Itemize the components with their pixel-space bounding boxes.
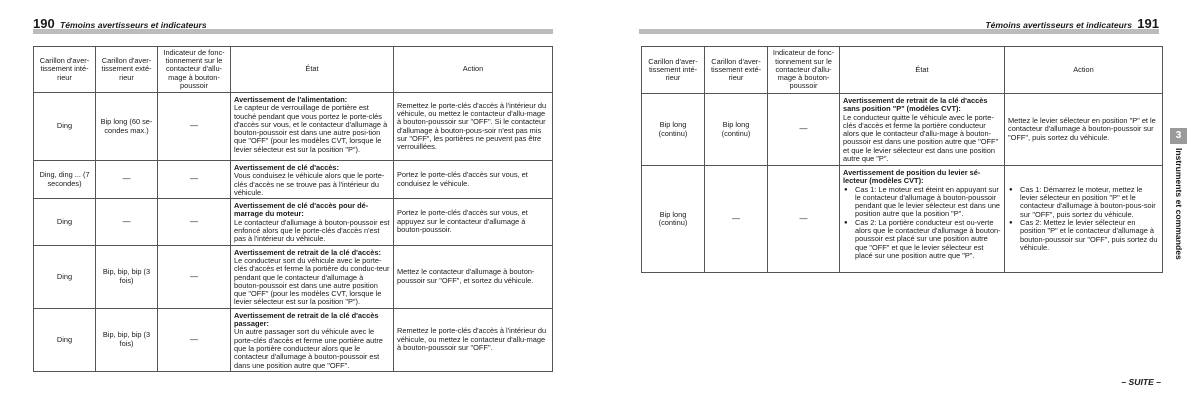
- exterior-chime-cell: —: [96, 199, 158, 245]
- action-cell: Mettez le levier sélecteur en position "P" et le contacteur d'allumage à bouton-poussoir sur "OFF", puis sortez du véhicule.: [1005, 94, 1163, 166]
- interior-chime-cell: Ding: [34, 199, 96, 245]
- col-header-interior-chime: Carillon d'aver-tissement inté-rieur: [642, 47, 705, 94]
- state-title: Avertissement de clé d'accès:: [234, 163, 340, 172]
- action-cell: Portez le porte-clés d'accès sur vous, et appuyez sur le contacteur d'allumage à bouton-poussoir.: [394, 199, 553, 245]
- col-header-exterior-chime: Carillon d'aver-tissement exté-rieur: [96, 47, 158, 93]
- col-header-state: État: [231, 47, 394, 93]
- list-item: ● Cas 2: Mettez le levier sélecteur en position "P" et le contacteur d'allumage à bouton-poussoir sur "OFF", puis sortez du véhicule.: [1008, 219, 1159, 252]
- exterior-chime-cell: —: [96, 161, 158, 199]
- right-page-header: [639, 6, 1159, 32]
- page-number: 191: [1137, 16, 1159, 31]
- table-row: [34, 93, 553, 161]
- state-text: Vous conduisez le véhicule alors que le porte-clés d'accès ne se trouve pas à l'intérieur du véhicule.: [234, 171, 385, 197]
- table-row: [34, 199, 553, 245]
- state-cell: [231, 199, 394, 245]
- state-title: Avertissement de retrait de la clé d'accès sans position "P" (modèles CVT):: [843, 96, 988, 114]
- left-page-header: [33, 6, 553, 32]
- chapter-tab: 3: [1170, 128, 1187, 144]
- state-text: Le capteur de verrouillage de portière est touché pendant que vous portez le porte-clés d'accès sur vous, et le contacteur d'allumage à bouton-poussoir est dans une autre posi-tion que "OFF" (pour les modèles CVT, lorsque le levier sélecteur est sur la position "P").: [234, 103, 388, 154]
- interior-chime-cell: Ding: [34, 308, 96, 371]
- interior-chime-cell: Ding, ding ... (7 secondes): [34, 161, 96, 199]
- state-title: Avertissement de position du levier sé-lecteur (modèles CVT):: [843, 168, 981, 186]
- state-cell: [840, 94, 1005, 166]
- col-header-state: État: [840, 47, 1005, 94]
- action-cell: Portez le porte-clés d'accès sur vous, et conduisez le véhicule.: [394, 161, 553, 199]
- list-item: ● Cas 1: Le moteur est éteint en appuyant sur le contacteur d'allumage à bouton-poussoir pendant que le levier sélecteur est dans une position autre que la position "P".: [843, 186, 1001, 219]
- list-item: ● Cas 1: Démarrez le moteur, mettez le levier sélecteur en position "P" et le contacteur d'allumage à bouton-pous-soir sur "OFF", puis sortez du véhicule.: [1008, 186, 1159, 219]
- state-text: Un autre passager sort du véhicule avec le porte-clés d'accès et ferme une portière autre que la portière conducteur alors que le contacteur d'allumage à bouton-poussoir est dans une position autre que "OFF".: [234, 327, 383, 370]
- warning-chime-table-right: [641, 46, 1163, 273]
- col-header-action: Action: [394, 47, 553, 93]
- state-cell: [840, 166, 1005, 273]
- interior-chime-cell: Ding: [34, 245, 96, 308]
- col-header-action: Action: [1005, 47, 1163, 94]
- chapter-side-title: [1171, 148, 1187, 258]
- state-text: Le conducteur sort du véhicule avec le porte-clés d'accès et ferme la portière du conduc-teur pendant que le contacteur d'allumage à bouton-poussoir est dans une autre position que "OFF" (pour les modèles CVT, lorsque le levier sélecteur est sur la position "P").: [234, 255, 390, 307]
- action-cell: Remettez le porte-clés d'accès à l'intérieur du véhicule, ou mettez le contacteur d'allu-mage à bouton-poussoir sur "OFF".: [394, 308, 553, 371]
- state-title: Avertissement de retrait de la clé d'accès:: [234, 247, 381, 257]
- indicator-cell: —: [158, 199, 231, 245]
- continue-label: – SUITE –: [1121, 377, 1161, 387]
- list-item: ● Cas 2: La portière conducteur est ou-verte alors que le contacteur d'allumage à bouton-poussoir est placé sur une position autre que "OFF" et que le levier sélecteur est placé sur une position autre que "P".: [843, 219, 1001, 260]
- action-cell: Mettez le contacteur d'allumage à bouton-poussoir sur "OFF", et sortez du véhicule.: [394, 245, 553, 308]
- exterior-chime-cell: Bip long (60 se-condes max.): [96, 93, 158, 161]
- page-number: 190: [33, 16, 55, 31]
- exterior-chime-cell: Bip, bip, bip (3 fois): [96, 245, 158, 308]
- indicator-cell: —: [158, 93, 231, 161]
- table-row: [642, 166, 1163, 273]
- page-title: Témoins avertisseurs et indicateurs: [60, 20, 207, 30]
- state-title: Avertissement de l'alimentation:: [234, 95, 348, 104]
- action-case-list: [1008, 186, 1159, 252]
- indicator-cell: —: [158, 308, 231, 371]
- state-cell: [231, 93, 394, 161]
- exterior-chime-cell: Bip, bip, bip (3 fois): [96, 308, 158, 371]
- state-cell: [231, 245, 394, 308]
- state-cell: [231, 161, 394, 199]
- state-title: Avertissement de clé d'accès pour dé-marrage du moteur:: [234, 201, 369, 219]
- interior-chime-cell: Bip long (continu): [642, 166, 705, 273]
- table-row: [34, 161, 553, 199]
- interior-chime-cell: Bip long (continu): [642, 94, 705, 166]
- state-title: Avertissement de retrait de la clé d'accès passager:: [234, 310, 379, 329]
- state-text: Le conducteur quitte le véhicule avec le porte-clés d'accès et ferme la portière conducteur alors que le contacteur d'allu-mage à bouton-poussoir est dans une position autre que "OFF" et que le levier sélecteur est dans une position autre que "P".: [843, 112, 999, 164]
- chapter-title: Instruments et commandes: [1174, 148, 1184, 260]
- indicator-cell: —: [158, 161, 231, 199]
- table-row: [34, 308, 553, 371]
- table-header-row: [642, 47, 1163, 94]
- indicator-cell: —: [768, 166, 840, 273]
- state-cell: [231, 308, 394, 371]
- table-row: [34, 245, 553, 308]
- page-title: Témoins avertisseurs et indicateurs: [985, 20, 1132, 30]
- col-header-interior-chime: Carillon d'aver-tissement inté-rieur: [34, 47, 96, 93]
- col-header-indicator: Indicateur de fonc-tionnement sur le contacteur d'allu-mage à bouton-poussoir: [768, 47, 840, 94]
- table-row: [642, 94, 1163, 166]
- indicator-cell: —: [158, 245, 231, 308]
- action-cell: Remettez le porte-clés d'accès à l'intérieur du véhicule, ou mettez le contacteur d'allu-mage à bouton-poussoir sur "OFF". Si le contacteur d'allumage à bouton-pous-soir n'est pas mis sur "OFF", les portières ne peuvent pas être verrouillées.: [394, 93, 553, 161]
- state-case-list: [843, 186, 1001, 261]
- interior-chime-cell: Ding: [34, 93, 96, 161]
- col-header-exterior-chime: Carillon d'aver-tissement exté-rieur: [705, 47, 768, 94]
- warning-chime-table-left: [33, 46, 553, 372]
- action-cell: [1005, 166, 1163, 273]
- indicator-cell: —: [768, 94, 840, 166]
- exterior-chime-cell: Bip long (continu): [705, 94, 768, 166]
- state-text: Le contacteur d'allumage à bouton-poussoir est enfoncé alors que le porte-clés d'accès n'est pas à l'intérieur du véhicule.: [234, 217, 390, 244]
- table-header-row: [34, 47, 553, 93]
- exterior-chime-cell: —: [705, 166, 768, 273]
- col-header-indicator: Indicateur de fonc-tionnement sur le contacteur d'allu-mage à bouton-poussoir: [158, 47, 231, 93]
